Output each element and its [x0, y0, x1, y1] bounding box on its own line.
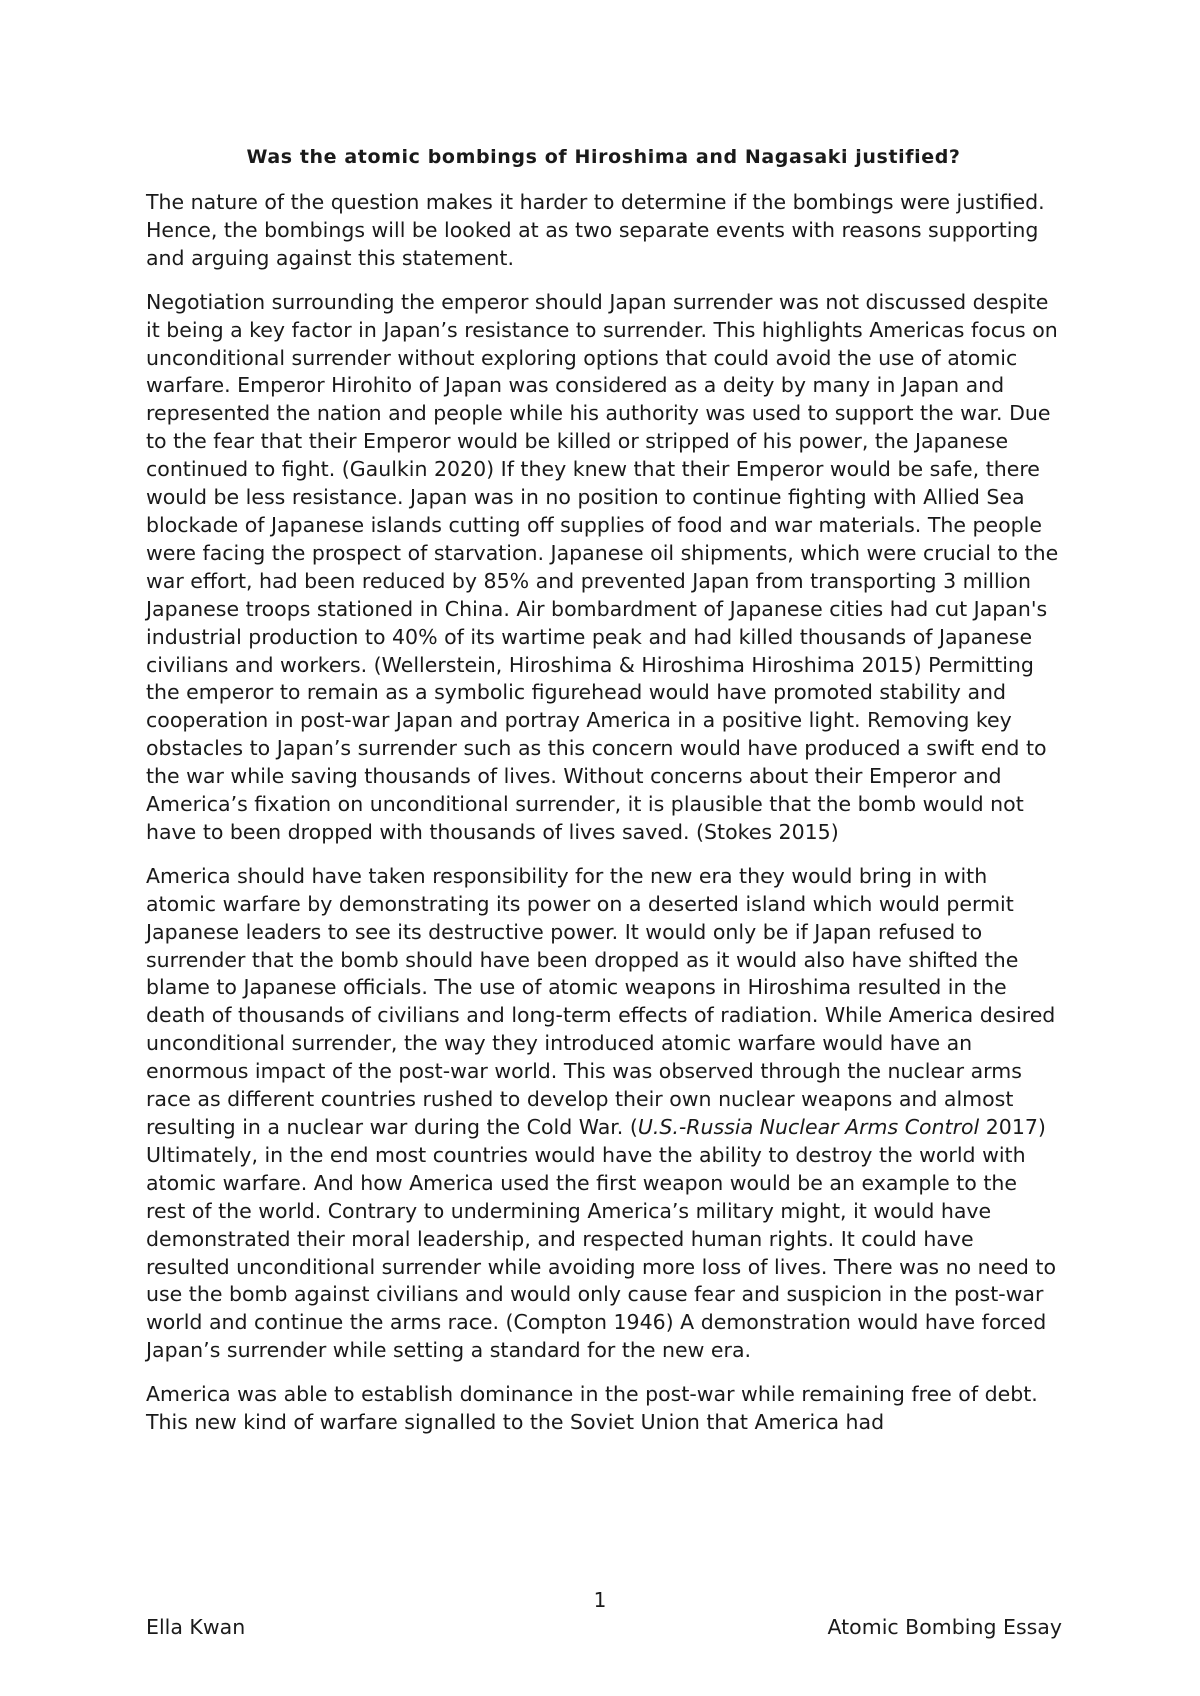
- paragraph-demonstration-text-b: 2017) Ultimately, in the end most countries would have the ability to destroy the world with atomic warfare. And how America used the first weapon would be an example to the rest of the world. Contrary to undermining America’s military might, it would have demonstrated their moral leadership, and respected human rights. It could have resulted unconditional surrender while avoiding more loss of lives. There was no need to use the bomb against civilians and would only cause fear and suspicion in the post-war world and continue the arms race. (Compton 1946) A demonstration would have forced Japan’s surrender while setting a standard for the new era.: [146, 1115, 1057, 1363]
- footer-author: Ella Kwan: [146, 1615, 246, 1639]
- page-number: 1: [593, 1588, 607, 1612]
- essay-body: [146, 189, 1061, 1453]
- paragraph-emperor: Negotiation surrounding the emperor should Japan surrender was not discussed despite it being a key factor in Japan’s resistance to surrender. This highlights Americas focus on unconditional surrender without exploring options that could avoid the use of atomic warfare. Emperor Hirohito of Japan was considered as a deity by many in Japan and represented the nation and people while his authority was used to support the war. Due to the fear that their Emperor would be killed or stripped of his power, the Japanese continued to fight. (Gaulkin 2020) If they knew that their Emperor would be safe, there would be less resistance. Japan was in no position to continue fighting with Allied Sea blockade of Japanese islands cutting off supplies of food and war materials. The people were facing the prospect of starvation. Japanese oil shipments, which were crucial to the war effort, had been reduced by 85% and prevented Japan from transporting 3 million Japanese troops stationed in China. Air bombardment of Japanese cities had cut Japan's industrial production to 40% of its wartime peak and had killed thousands of Japanese civilians and workers. (Wellerstein, Hiroshima & Hiroshima Hiroshima 2015) Permitting the emperor to remain as a symbolic figurehead would have promoted stability and cooperation in post-war Japan and portray America in a positive light. Removing key obstacles to Japan’s surrender such as this concern would have produced a swift end to the war while saving thousands of lives. Without concerns about their Emperor and America’s fixation on unconditional surrender, it is plausible that the bomb would not have to been dropped with thousands of lives saved. (Stokes 2015): [146, 289, 1059, 844]
- paragraph-demonstration-text-a: America should have taken responsibility for the new era they would bring in with atomic warfare by demonstrating its power on a deserted island which would permit Japanese leaders to see its destructive power. It would only be if Japan refused to surrender that the bomb should have been dropped as it would also have shifted the blame to Japanese officials. The use of atomic weapons in Hiroshima resulted in the death of thousands of civilians and long-term effects of radiation. While America desired unconditional surrender, the way they introduced atomic warfare would have an enormous impact of the post-war world. This was observed through the nuclear arms race as different countries rushed to develop their own nuclear weapons and almost resulting in a nuclear war during the Cold War. (: [146, 863, 1056, 1139]
- footer-document-title: Atomic Bombing Essay: [827, 1615, 1062, 1639]
- paragraph-demonstration: [146, 863, 1061, 1365]
- paragraph-intro: The nature of the question makes it harder to determine if the bombings were justified. Hence, the bombings will be looked at as two separate events with reasons supporting and arguing against this statement.: [146, 190, 1045, 270]
- citation-italic: U.S.-Russia Nuclear Arms Control: [637, 1115, 980, 1139]
- essay-title: Was the atomic bombings of Hiroshima and Nagasaki justified?: [246, 146, 961, 168]
- paragraph-dominance: America was able to establish dominance in the post-war while remaining free of debt. This new kind of warfare signalled to the Soviet Union that America had: [146, 1382, 1038, 1435]
